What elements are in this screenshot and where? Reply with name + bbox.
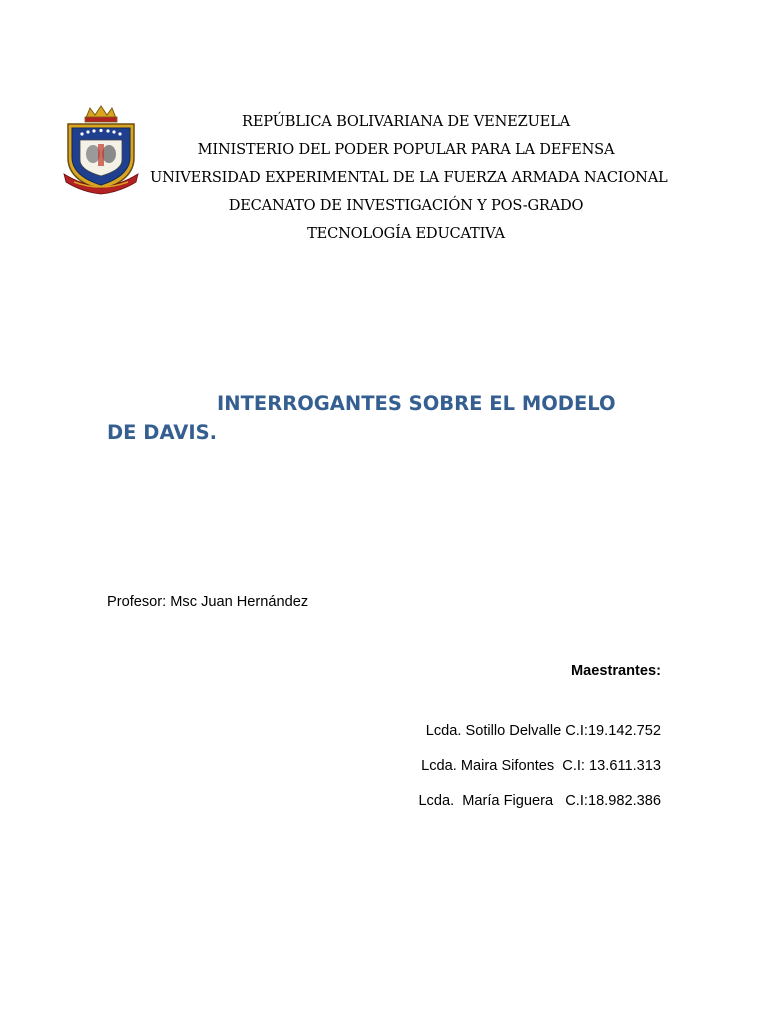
header-line-republic: REPÚBLICA BOLIVARIANA DE VENEZUELA xyxy=(242,113,570,130)
professor-line: Profesor: Msc Juan Hernández xyxy=(107,594,309,610)
header-line-university: UNIVERSIDAD EXPERIMENTAL DE LA FUERZA ARMADA NACIONAL xyxy=(150,169,668,186)
header-line-ministry: MINISTERIO DEL PODER POPULAR PARA LA DEFENSA xyxy=(197,141,615,158)
student-entry: Lcda. Maira Sifontes C.I: 13.611.313 xyxy=(421,758,661,774)
student-entry: Lcda. Sotillo Delvalle C.I:19.142.752 xyxy=(425,723,661,739)
university-seal-icon xyxy=(60,104,142,198)
institution-header xyxy=(150,108,668,248)
header-line-program: TECNOLOGÍA EDUCATIVA xyxy=(307,225,505,242)
document-title: INTERROGANTES SOBRE EL MODELO DE DAVIS. xyxy=(107,392,616,444)
header-line-deanery: DECANATO DE INVESTIGACIÓN Y POS-GRADO xyxy=(228,197,584,214)
student-entry: Lcda. María Figuera C.I:18.982.386 xyxy=(418,793,661,809)
maestrantes-label: Maestrantes: xyxy=(570,663,661,679)
